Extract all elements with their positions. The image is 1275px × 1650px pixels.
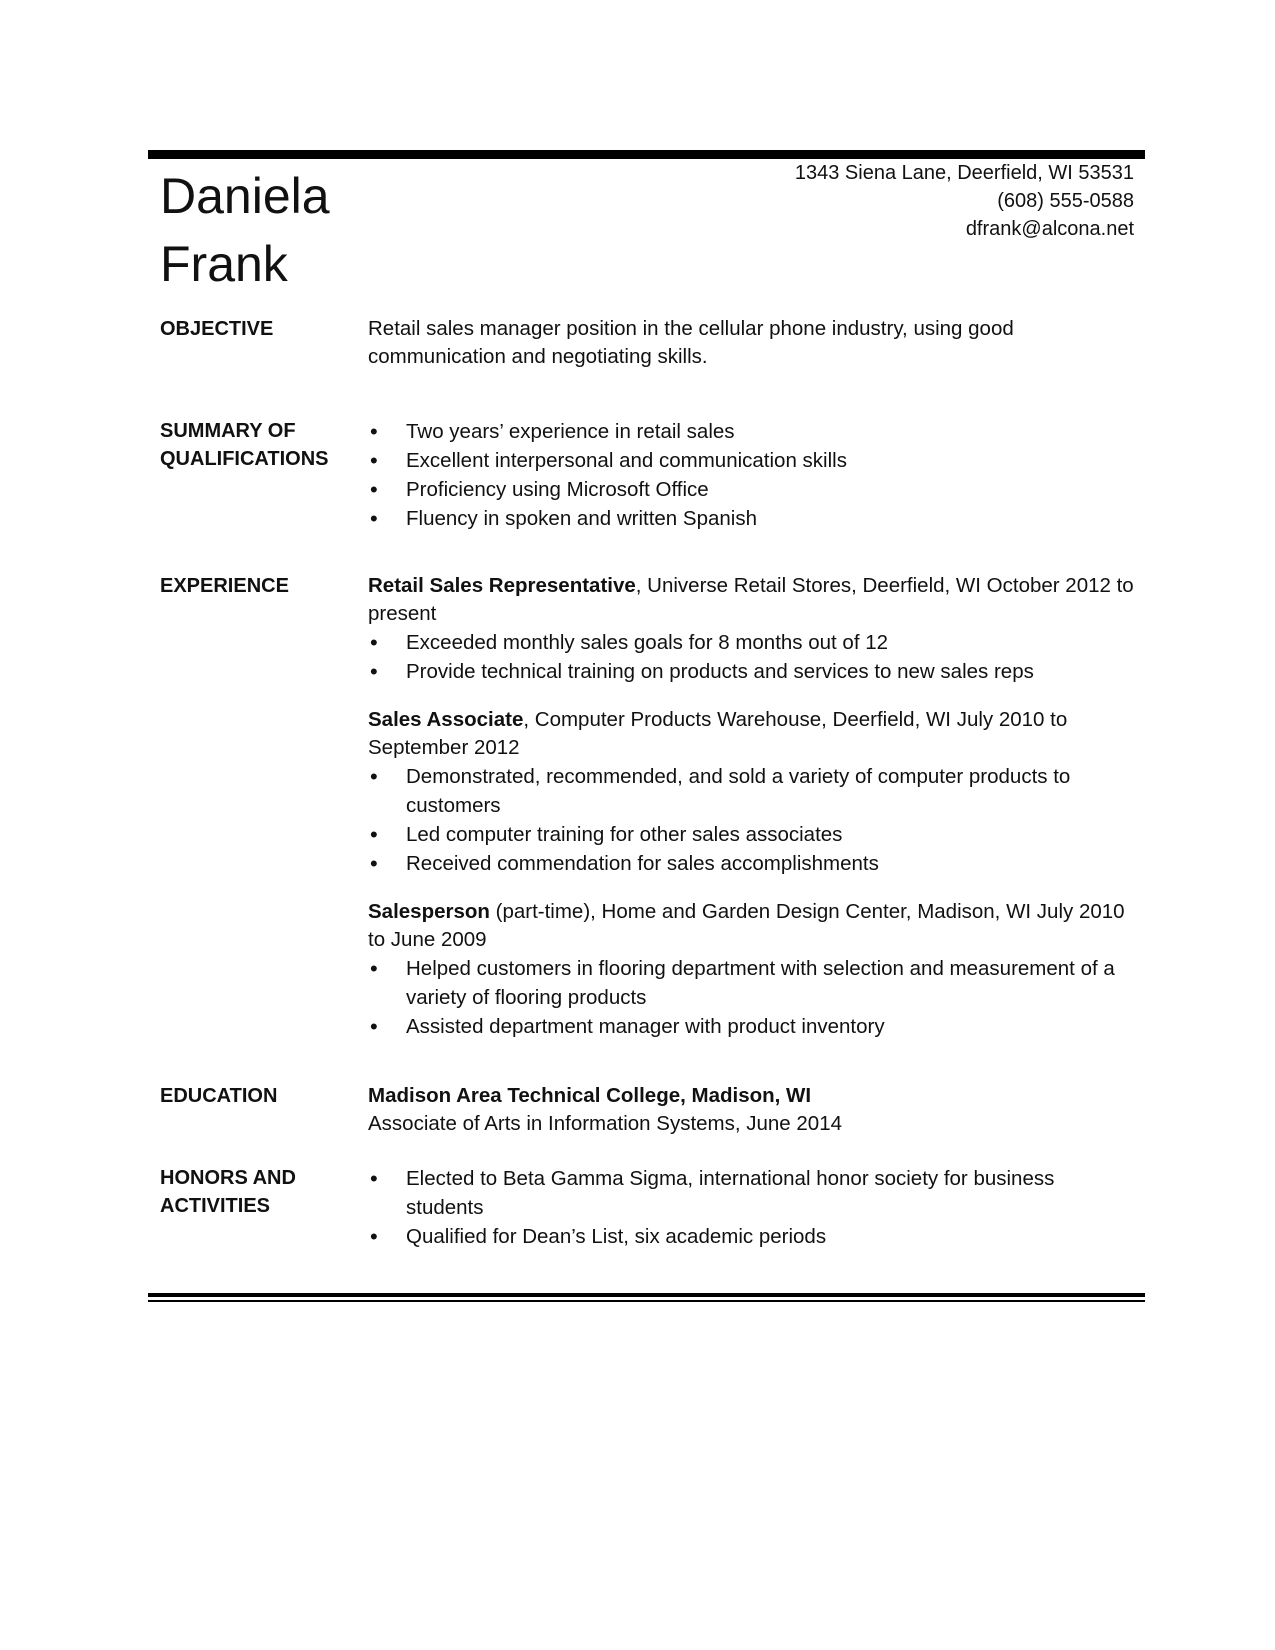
bullet-icon: • — [370, 630, 378, 655]
list-item: • Provide technical training on products and services to new sales reps — [370, 659, 1034, 684]
experience-label: EXPERIENCE — [160, 575, 289, 597]
bullet-icon: • — [370, 1166, 378, 1191]
first-name: Daniela — [160, 168, 330, 224]
bottom-divider-thick — [148, 1293, 1145, 1297]
objective-text: Retail sales manager position in the cellular phone industry, using good communication and negotiating skills. — [368, 317, 1014, 368]
bullet-icon: • — [370, 419, 378, 444]
list-item: • Elected to Beta Gamma Sigma, international honor society for business students — [370, 1166, 1055, 1219]
honors-list — [368, 1164, 1088, 1251]
job-title: Retail Sales Representative — [368, 574, 636, 597]
degree: Associate of Arts in Information Systems, June 2014 — [368, 1112, 843, 1135]
education-label: EDUCATION — [160, 1085, 278, 1107]
applicant-name — [160, 162, 520, 298]
job-title: Sales Associate — [368, 708, 524, 731]
list-item: • Exceeded monthly sales goals for 8 months out of 12 — [370, 630, 889, 655]
list-item: • Demonstrated, recommended, and sold a variety of computer products to customers — [370, 764, 1071, 817]
bullet-icon: • — [370, 1224, 378, 1249]
honors-label — [160, 1164, 350, 1220]
bullet-icon: • — [370, 506, 378, 531]
summary-list-wrap — [368, 417, 1275, 533]
job-heading — [368, 898, 1143, 954]
bullet-icon: • — [370, 822, 378, 847]
bottom-divider-thin — [148, 1300, 1145, 1302]
summary-label-line2: QUALIFICATIONS — [160, 448, 329, 470]
summary-label-line1: SUMMARY OF — [160, 420, 296, 442]
experience-content — [368, 572, 1143, 1061]
honors-content — [368, 1164, 1088, 1251]
summary-list — [368, 417, 1275, 533]
list-item: • Two years’ experience in retail sales — [370, 419, 735, 444]
job-entry — [368, 898, 1143, 1041]
summary-label — [160, 417, 350, 473]
bullet-icon: • — [370, 448, 378, 473]
job-bullets — [368, 954, 1143, 1041]
honors-label-line2: ACTIVITIES — [160, 1195, 271, 1217]
job-title: Salesperson — [368, 900, 490, 923]
job-heading — [368, 706, 1068, 762]
list-item: • Received commendation for sales accomplishments — [370, 851, 879, 876]
list-item: • Excellent interpersonal and communication skills — [370, 448, 847, 473]
list-item: • Qualified for Dean’s List, six academic periods — [370, 1224, 827, 1249]
bullet-icon: • — [370, 1014, 378, 1039]
honors-label-line1: HONORS AND — [160, 1167, 296, 1189]
bullet-icon: • — [370, 477, 378, 502]
bullet-icon: • — [370, 851, 378, 876]
bullet-icon: • — [370, 764, 378, 789]
school-name: Madison Area Technical College, Madison, WI — [368, 1084, 812, 1107]
job-bullets — [368, 762, 1143, 878]
last-name: Frank — [160, 236, 288, 292]
education-content — [368, 1082, 1275, 1138]
top-divider — [148, 150, 1145, 159]
list-item: • Helped customers in flooring department with selection and measurement of a variety of flooring products — [370, 956, 1115, 1009]
bullet-icon: • — [370, 659, 378, 684]
job-bullets — [368, 628, 1143, 686]
list-item: • Assisted department manager with product inventory — [370, 1014, 885, 1039]
job-heading — [368, 572, 1143, 628]
bullet-icon: • — [370, 956, 378, 981]
list-item: • Proficiency using Microsoft Office — [370, 477, 709, 502]
job-details: (part-time), Home and Garden Design Center, Madison, WI July 2010 to June 2009 — [368, 900, 1125, 951]
job-details: , Universe Retail Stores, Deerfield, WI October 2012 to present — [368, 574, 1134, 625]
objective-label: OBJECTIVE — [160, 318, 274, 340]
phone: (608) 555-0588 — [997, 190, 1134, 212]
contact-info — [795, 159, 1134, 243]
list-item: • Fluency in spoken and written Spanish — [370, 506, 757, 531]
job-entry — [368, 572, 1143, 686]
email: dfrank@alcona.net — [965, 218, 1134, 240]
address: 1343 Siena Lane, Deerfield, WI 53531 — [794, 162, 1134, 184]
list-item: • Led computer training for other sales associates — [370, 822, 843, 847]
job-details: , Computer Products Warehouse, Deerfield, WI July 2010 to September 2012 — [368, 708, 1068, 759]
job-entry — [368, 706, 1143, 878]
